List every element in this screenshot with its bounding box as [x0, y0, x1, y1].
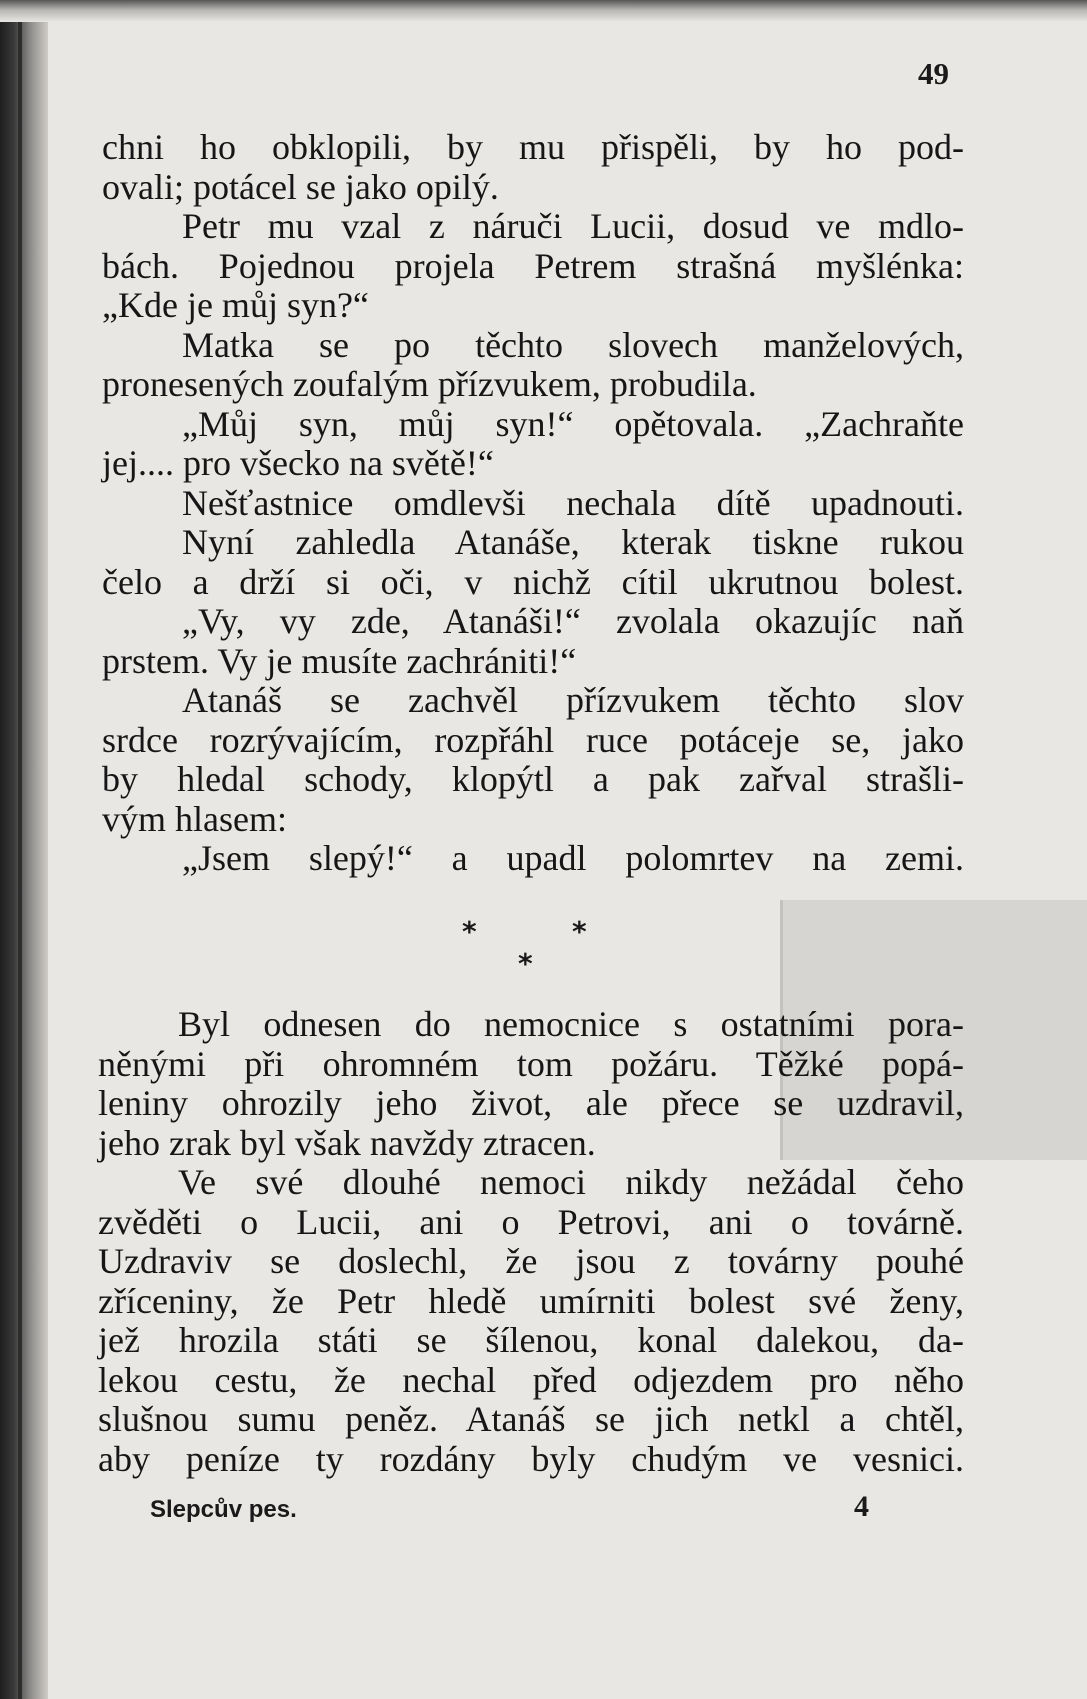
text-line: leniny ohrozily jeho život, ale přece se uzdravil,	[98, 1083, 964, 1123]
text-line: jež hrozila státi se šílenou, konal dalekou, da-	[98, 1320, 964, 1360]
text-line: lekou cestu, že nechal před odjezdem pro něho	[98, 1359, 964, 1400]
section-separator	[450, 915, 610, 980]
text-line: ovali; potácel se jako opilý.	[102, 166, 499, 207]
separator-star: *	[518, 947, 533, 980]
text-line: srdce rozrývajícím, rozpřáhl ruce potáceje se, jako	[102, 719, 964, 760]
text-line: Ve své dlouhé nemoci nikdy nežádal čeho	[178, 1162, 964, 1202]
text-line: zříceniny, že Petr hledě umírniti bolest své ženy,	[98, 1280, 964, 1321]
text-line: jej.... pro všecko na světě!“	[102, 443, 494, 483]
text-line: Nyní zahledla Atanáše, kterak tiskne rukou	[182, 522, 964, 562]
text-line: vým hlasem:	[102, 798, 287, 839]
text-line: jeho zrak byl však navždy ztracen.	[98, 1122, 596, 1163]
text-line: Matka se po těchto slovech manželových,	[182, 324, 964, 365]
text-line: slušnou sumu peněz. Atanáš se jich netkl a chtěl,	[98, 1399, 964, 1439]
text-line: čelo a drží si oči, v nichž cítil ukrutnou bolest.	[102, 561, 964, 602]
text-line: Nešťastnice omdlevši nechala dítě upadnouti.	[182, 482, 964, 523]
signature-mark: Slepcův pes.	[150, 1496, 297, 1523]
text-line: „Jsem slepý!“ a upadl polomrtev na zemi.	[182, 838, 964, 878]
body-text-top	[102, 128, 964, 879]
binding-edge-line	[18, 0, 22, 1699]
text-line: Byl odnesen do nemocnice s ostatními pora-	[178, 1004, 964, 1044]
text-line: Petr mu vzal z náruči Lucii, dosud ve mdlo-	[182, 206, 964, 246]
text-line: „Můj syn, můj syn!“ opětovala. „Zachraňte	[182, 403, 964, 444]
page-top-edge	[0, 0, 1087, 22]
text-line: „Vy, vy zde, Atanáši!“ zvolala okazujíc naň	[182, 601, 964, 641]
book-binding-shadow	[0, 0, 48, 1699]
separator-star: *	[462, 915, 477, 948]
text-line: něnými při ohromném tom požáru. Těžké popá-	[98, 1043, 964, 1084]
text-line: „Kde je můj syn?“	[102, 285, 369, 325]
page-number: 49	[918, 56, 949, 91]
text-line: by hledal schody, klopýtl a pak zařval strašli-	[102, 759, 964, 799]
text-line: zvěděti o Lucii, ani o Petrovi, ani o továrně.	[98, 1201, 964, 1242]
page-footer	[150, 1490, 870, 1530]
text-line: Uzdraviv se doslechl, že jsou z továrny pouhé	[98, 1241, 964, 1281]
sheet-number: 4	[854, 1490, 869, 1523]
text-line: bách. Pojednou projela Petrem strašná myšlénka:	[102, 245, 964, 286]
text-line: chni ho obklopili, by mu přispěli, by ho pod-	[102, 127, 964, 167]
text-line: Atanáš se zachvěl přízvukem těchto slov	[182, 680, 964, 720]
body-text-bottom	[98, 1005, 964, 1479]
text-line: aby peníze ty rozdány byly chudým ve vesnici.	[98, 1438, 964, 1479]
separator-star: *	[572, 915, 587, 948]
text-line: prstem. Vy je musíte zachrániti!“	[102, 640, 577, 681]
text-line: pronesených zoufalým přízvukem, probudila.	[102, 364, 757, 404]
